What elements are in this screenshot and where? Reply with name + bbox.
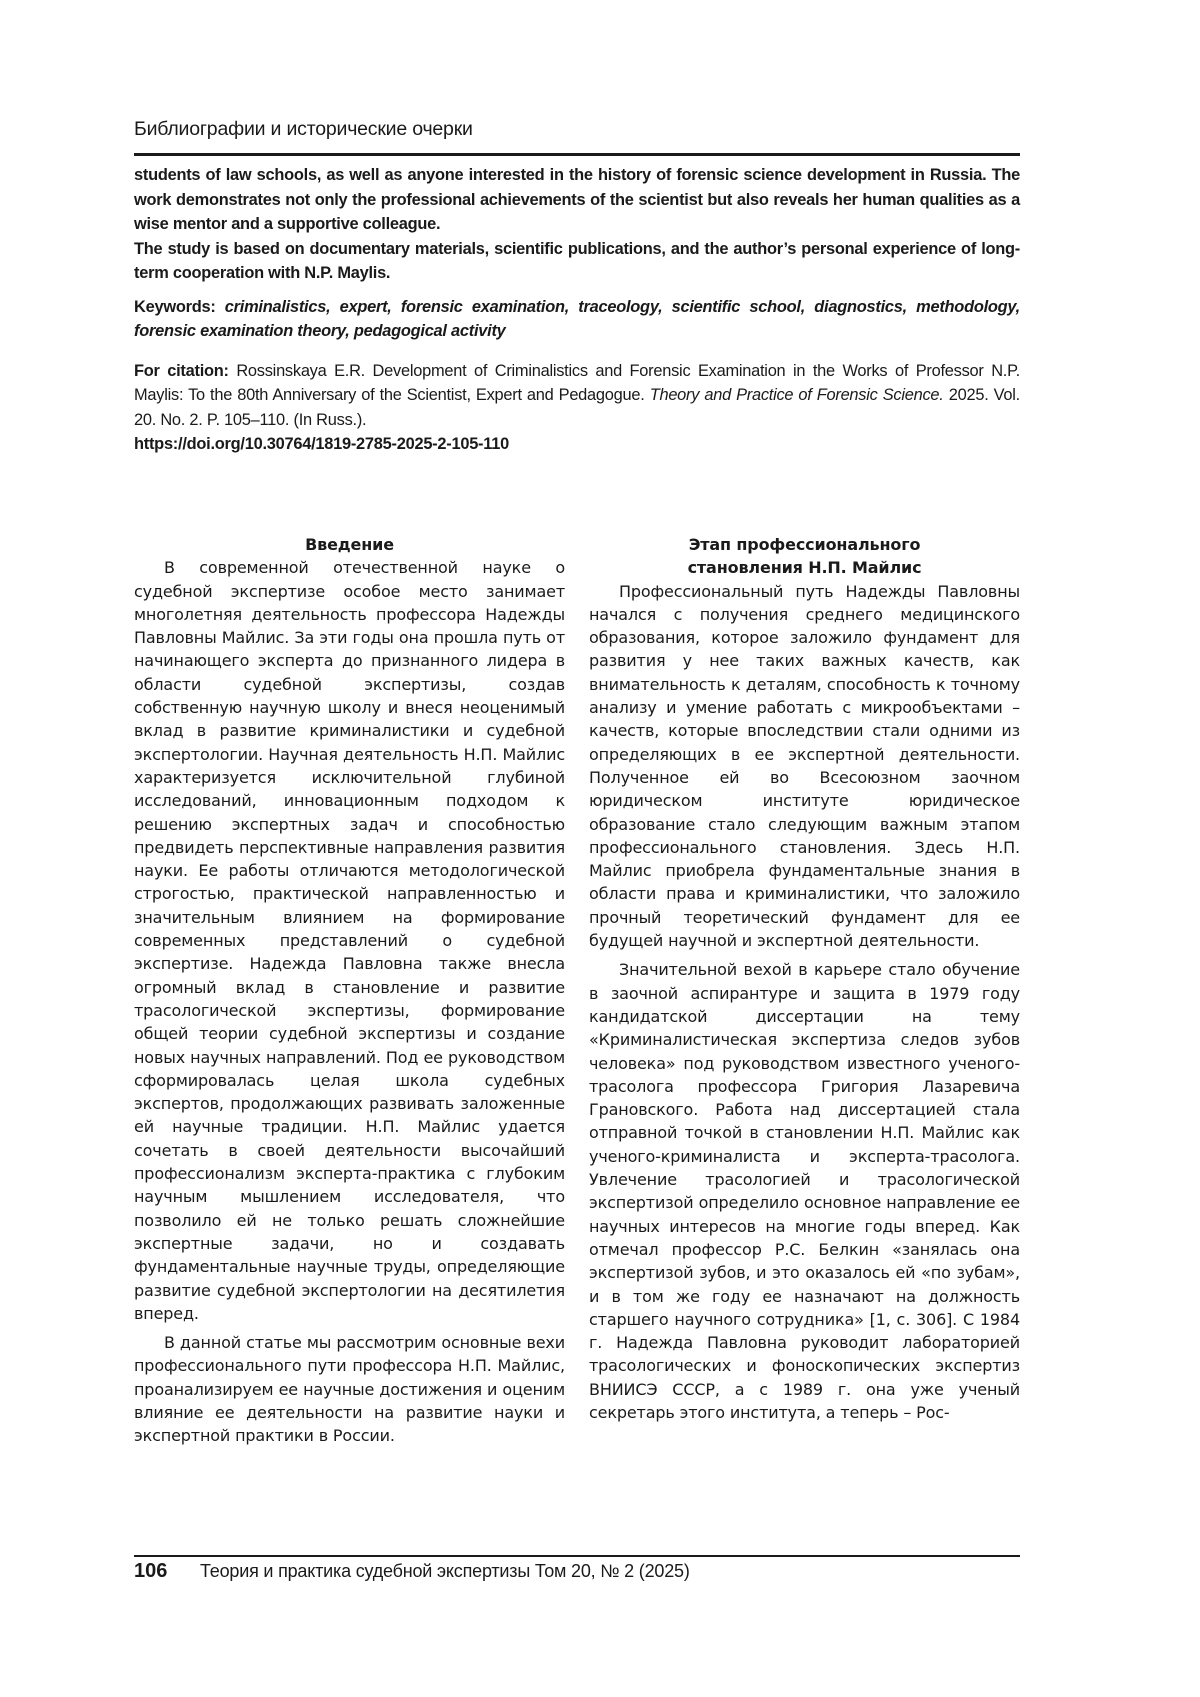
page-number: 106 — [134, 1560, 168, 1582]
abstract-paragraph: The study is based on documentary materials, scientific publications, and the author’s personal experience of long-term cooperation with N.P. Maylis. — [134, 239, 1020, 282]
body-paragraph: В современной отечественной науке о судебной экспертизе особое место занимает многолетняя деятельность профессора Надежды Павловны Майлис. За эти годы она прошла путь от начинающего эксперта до признанного лидера в области судебной экспертизы, создав собственную научную школу и внеся неоценимый вклад в развитие криминалистики и судебной экспертологии. Научная деятельность Н.П. Майлис характеризуется исключительной глубиной исследований, инновационным подходом к решению экспертных задач и способностью предвидеть перспективные направления развития науки. Ее работы отличаются методологической строгостью, практической направленностью и значительным влиянием на формирование современных представлений о судебной экспертизе. Надежда Павловна также внесла огромный вклад в становление и развитие трасологической экспертизы, формирование общей теории судебной экспертизы и создание новых научных направлений. Под ее руководством сформировалась целая школа судебных экспертов, продолжающих развивать заложенные ей научные традиции. Н.П. Майлис удается сочетать в своей деятельности высочайший профессионализм эксперта-практика с глубоким научным мышлением исследователя, что позволило ей не только решать сложнейшие экспертные задачи, но и создавать фундаментальные научные труды, определяющие развитие судебной экспертологии на десятилетия вперед. — [134, 558, 565, 1323]
body-paragraph: Значительной вехой в карьере стало обучение в заочной аспирантуре и защита в 1979 году кандидатской диссертации на тему «Криминалистическая экспертиза следов зубов человека» под руководством известного ученого-трасолога профессора Григория Лазаревича Грановского. Работа над диссертацией стала отправной точкой в становлении Н.П. Майлис как ученого-криминалиста и эксперта-трасолога. Увлечение трасологией и трасологической экспертизой определило основное направление ее научных интересов на многие годы вперед. Как отмечал профессор Р.С. Белкин «занялась она экспертизой зубов, и это оказалось ей «по зубам», и в том же году ее назначают на должность старшего научного сотрудника» [1, с. 306]. С 1984 г. Надежда Павловна руководит лабораторией трасологических и фоноскопических экспертиз ВНИИСЭ СССР, а с 1989 г. она уже ученый секретарь этого института, а теперь – Рос- — [589, 960, 1020, 1422]
running-header: Библиографии и исторические очерки — [134, 118, 473, 140]
section-heading-introduction: Введение — [305, 535, 394, 554]
citation-text: Rossinskaya E.R. Development of Criminalistics and Forensic Examination in the Works of Professor N.P. Maylis: To the 80th Anniversary of the Scientist, Expert and Pedagogue. — [134, 361, 1020, 404]
footer-rule — [134, 1555, 1020, 1557]
keywords — [134, 295, 1020, 344]
body-paragraph: Профессиональный путь Надежды Павловны начался с получения среднего медицинского образования, которое заложило фундамент для развития у нее таких важных качеств, как внимательность к деталям, способность к точному анализу и умение работать с микрообъектами – качеств, которые впоследствии стали одними из определяющих в ее экспертной деятельности. Полученное ей во Всесоюзном заочном юридическом институте юридическое образование стало следующим важным этапом профессионального становления. Здесь Н.П. Майлис приобрела фундаментальные знания в области права и криминалистики, что заложило прочный теоретический фундамент для ее будущей научной и экспертной деятельности. — [589, 581, 1020, 951]
page-footer — [134, 1560, 1020, 1583]
citation-tail: 2025. Vol. 20. No. 2. P. 105–110. (In Russ.). — [134, 386, 1020, 429]
body-columns — [134, 533, 1020, 1448]
abstract-block — [134, 163, 1020, 457]
right-column — [589, 533, 1020, 1448]
heading-line: становления Н.П. Майлис — [687, 558, 922, 578]
doi-link[interactable]: https://doi.org/10.30764/1819-2785-2025-2-105-110 — [134, 435, 509, 453]
keywords-label: Keywords: — [134, 297, 216, 316]
citation-label: For citation: — [134, 361, 229, 380]
keywords-text: criminalistics, expert, forensic examination, traceology, scientific school, diagnostics, methodology, forensic examination theory, pedagogical activity — [134, 297, 1020, 340]
body-paragraph: В данной статье мы рассмотрим основные вехи профессионального пути профессора Н.П. Майлис, проанализируем ее научные достижения и оценим влияние ее деятельности на развитие науки и экспертной практики в России. — [134, 1333, 565, 1446]
abstract-continuation: students of law schools, as well as anyone interested in the history of forensic science development in Russia. The work demonstrates not only the professional achievements of the scientist but also reveals her human qualities as a wise mentor and a supportive colleague. — [134, 166, 1020, 233]
header-rule — [134, 153, 1020, 156]
journal-page — [134, 0, 1020, 1697]
section-heading-professional-formation — [589, 533, 1020, 580]
citation-journal: Theory and Practice of Forensic Science. — [649, 386, 944, 404]
journal-issue-line: Теория и практика судебной экспертизы Том 20, № 2 (2025) — [200, 1561, 690, 1581]
citation — [134, 359, 1020, 457]
left-column — [134, 533, 565, 1448]
heading-line: Этап профессионального — [688, 535, 921, 554]
